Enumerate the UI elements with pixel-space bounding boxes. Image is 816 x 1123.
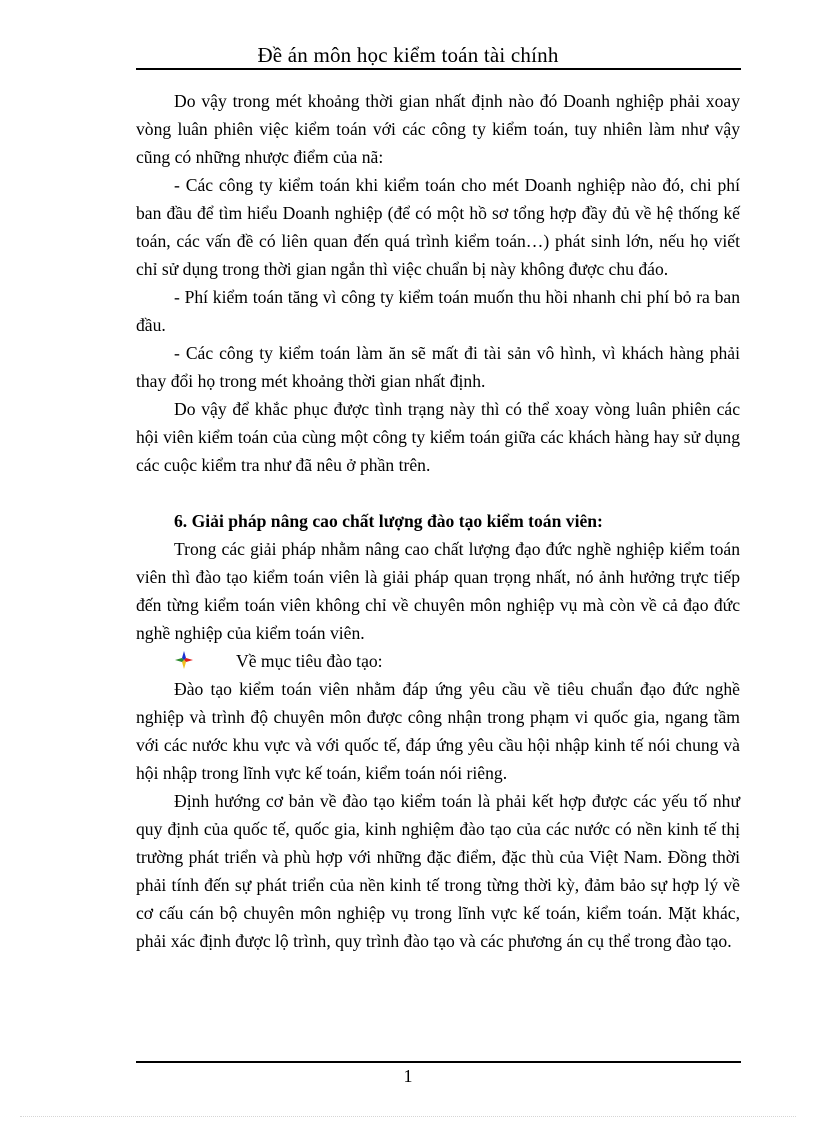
paragraph-drawback-intangible-asset: - Các công ty kiểm toán làm ăn sẽ mất đi tài sản vô hình, vì khách hàng phải thay đổi họ trong mét khoảng thời gian nhất định. <box>136 343 740 391</box>
paragraph-rotation-solution: Do vậy để khắc phục được tình trạng này thì có thể xoay vòng luân phiên các hội viên kiểm toán của cùng một công ty kiểm toán giữa các khách hàng hay sử dụng các cuộc kiểm tra như đã nêu ở phần trên. <box>136 399 740 475</box>
footer-divider <box>136 1061 741 1063</box>
header-divider <box>136 68 741 70</box>
paragraph-training-importance: Trong các giải pháp nhằm nâng cao chất lượng đạo đức nghề nghiệp kiểm toán viên thì đào tạo kiểm toán viên là giải pháp quan trọng nhất, nó ảnh hưởng trực tiếp đến từng kiểm toán viên không chỉ về chuyên môn nghiệp vụ mà còn về cả đạo đức nghề nghiệp của kiểm toán viên. <box>136 539 740 643</box>
page-edge-line <box>20 1116 796 1117</box>
paragraph-training-orientation: Định hướng cơ bản về đào tạo kiểm toán là phải kết hợp được các yếu tố như quy định của quốc tế, quốc gia, kinh nghiệm đào tạo của các nước có nền kinh tế thị trường phát triển và phù hợp với những đặc điểm, đặc thù của Việt Nam. Đồng thời phải tính đến sự phát triển của nền kinh tế trong từng thời kỳ, đảm bảo sự hợp lý về cơ cấu cán bộ chuyên môn nghiệp vụ trong lĩnh vực kế toán, kiểm toán. Mặt khác, phải xác định được lộ trình, quy trình đào tạo và các phương án cụ thể trong đào tạo. <box>136 791 740 951</box>
paragraph-training-objective: Đào tạo kiểm toán viên nhằm đáp ứng yêu cầu về tiêu chuẩn đạo đức nghề nghiệp và trình độ chuyên môn được công nhận trong phạm vi quốc gia, ngang tầm với các nước khu vực và với quốc tế, đáp ứng yêu cầu hội nhập kinh tế nói chung và hội nhập trong lĩnh vực kế toán, kiểm toán nói riêng. <box>136 679 740 783</box>
document-body <box>136 87 740 955</box>
paragraph-drawback-fee-increase: - Phí kiểm toán tăng vì công ty kiểm toán muốn thu hồi nhanh chi phí bỏ ra ban đầu. <box>136 287 740 335</box>
page-header-title: Đề án môn học kiểm toán tài chính <box>257 43 559 67</box>
paragraph-drawback-initial-cost: - Các công ty kiểm toán khi kiểm toán cho mét Doanh nghiệp nào đó, chi phí ban đầu để tìm hiểu Doanh nghiệp (để có một hồ sơ tổng hợp đầy đủ về hệ thống kế toán, các vấn đề có liên quan đến quá trình kiểm toán…) phát sinh lớn, nếu họ viết chỉ sử dụng trong thời gian ngắn thì việc chuẩn bị này không được chu đáo. <box>136 175 740 279</box>
section-heading: 6. Giải pháp nâng cao chất lượng đào tạo kiểm toán viên: <box>174 511 603 531</box>
four-point-star-icon <box>174 650 194 670</box>
bullet-label: Về mục tiêu đào tạo: <box>236 651 383 671</box>
paragraph-rotation-intro: Do vậy trong mét khoảng thời gian nhất định nào đó Doanh nghiệp phải xoay vòng luân phiên việc kiểm toán với các công ty kiểm toán, tuy nhiên làm như vậy cũng có những nhược điểm của nã: <box>136 91 740 167</box>
page-number: 1 <box>403 1066 413 1086</box>
bullet-item-training-goal <box>136 647 740 675</box>
